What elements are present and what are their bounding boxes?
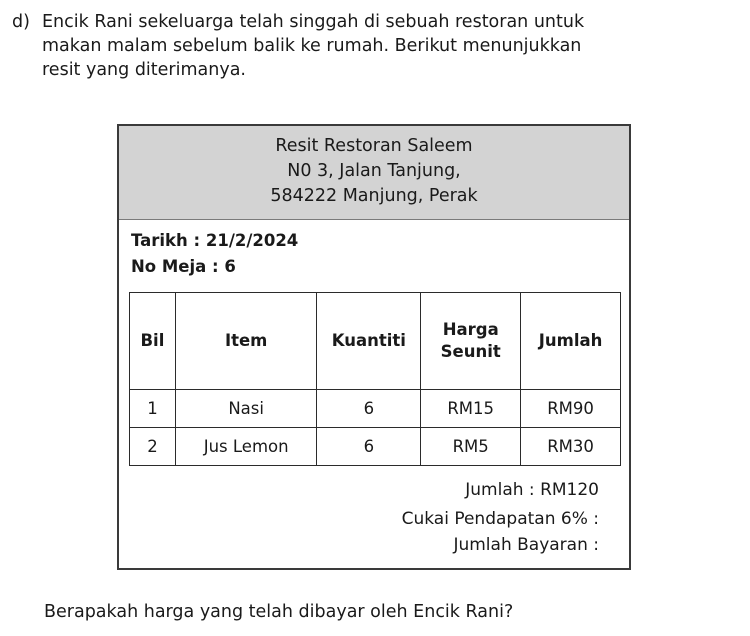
column-header: Jumlah xyxy=(521,293,621,390)
tax-line: Cukai Pendapatan 6% : xyxy=(401,509,599,529)
column-header: Bil xyxy=(130,293,176,390)
subtotal-line: Jumlah : RM120 xyxy=(465,480,599,500)
table-cell: 6 xyxy=(317,428,421,466)
column-header-text: Harga Seunit xyxy=(440,320,501,361)
column-header: Kuantiti xyxy=(317,293,421,390)
question-line: makan malam sebelum balik ke rumah. Berikut menunjukkan xyxy=(42,36,582,56)
question-line: Encik Rani sekeluarga telah singgah di sebuah restoran untuk xyxy=(42,12,585,32)
receipt-table-number: No Meja : 6 xyxy=(131,257,236,276)
table-cell: RM30 xyxy=(521,428,621,466)
receipt-date: Tarikh : 21/2/2024 xyxy=(131,231,299,250)
table-cell: 1 xyxy=(130,390,176,428)
column-header: Item xyxy=(175,293,317,390)
restaurant-address-line: 584222 Manjung, Perak xyxy=(270,186,478,206)
table-cell: 2 xyxy=(130,428,176,466)
table-row xyxy=(130,428,621,466)
restaurant-name: Resit Restoran Saleem xyxy=(275,136,473,156)
restaurant-address-line: N0 3, Jalan Tanjung, xyxy=(287,161,461,181)
table-cell: Nasi xyxy=(175,390,317,428)
table-row xyxy=(130,390,621,428)
total-payment-line: Jumlah Bayaran : xyxy=(453,535,599,555)
table-cell: RM5 xyxy=(421,428,521,466)
table-cell: RM15 xyxy=(421,390,521,428)
final-question: Berapakah harga yang telah dibayar oleh Encik Rani? xyxy=(44,602,514,622)
table-cell: RM90 xyxy=(521,390,621,428)
question-text xyxy=(42,10,740,82)
question-block xyxy=(12,10,740,82)
question-line: resit yang diterimanya. xyxy=(42,60,246,80)
receipt xyxy=(117,124,631,570)
table-header-row xyxy=(130,293,621,390)
question-label: d) xyxy=(12,12,30,32)
items-table xyxy=(129,292,621,466)
column-header xyxy=(421,293,521,390)
table-cell: 6 xyxy=(317,390,421,428)
table-cell: Jus Lemon xyxy=(175,428,317,466)
receipt-header xyxy=(119,126,629,220)
